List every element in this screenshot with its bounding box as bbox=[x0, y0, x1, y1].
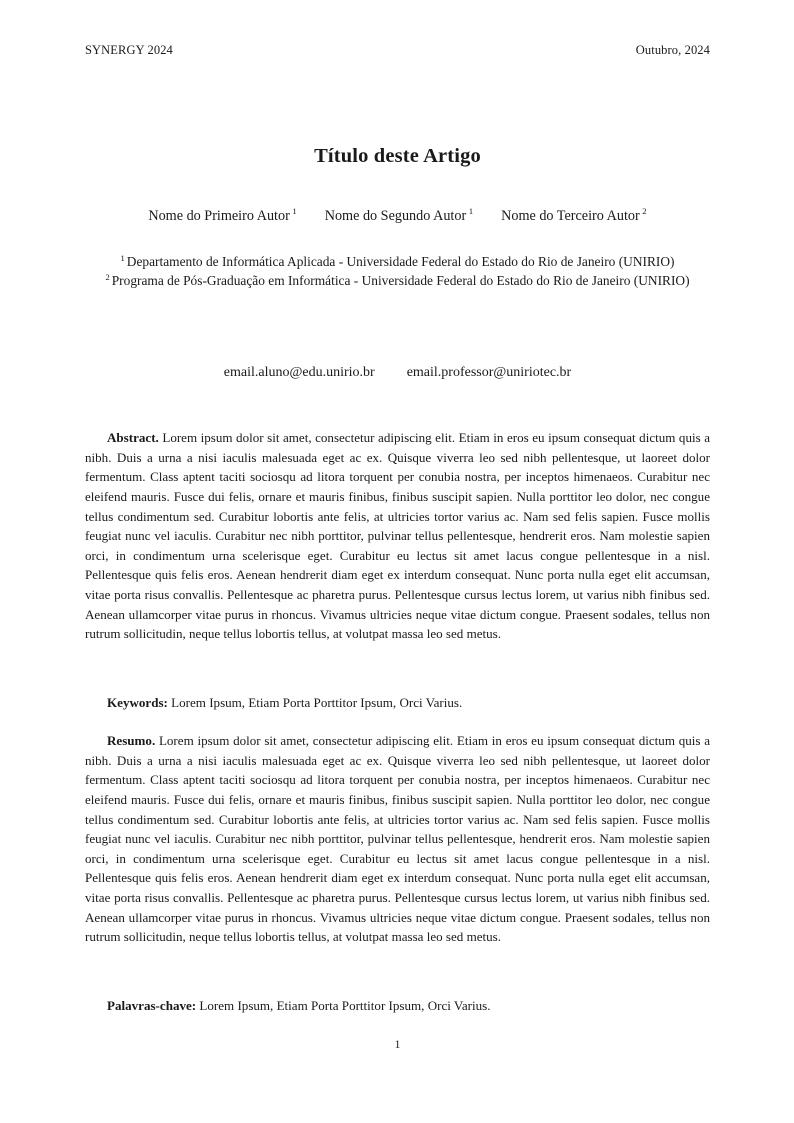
abstract-section bbox=[85, 428, 710, 644]
resumo-body: Lorem ipsum dolor sit amet, consectetur adipiscing elit. Etiam in eros eu ipsum consequat dictum quis a nibh. Duis a urna a nisi iaculis malesuada eget ac ex. Quisque viverra leo sed nibh pellentesque, ut laoreet dolor fermentum. Class aptent taciti sociosqu ad litora torquent per conubia nostra, per inceptos himenaeos. Curabitur nec eleifend mauris. Fusce dui felis, ornare et mauris finibus, finibus suscipit sapien. Nulla porttitor leo dolor, nec congue tellus condimentum sed. Curabitur lobortis ante felis, at ultricies tortor varius ac. Nam sed felis sapien. Fusce mollis feugiat nunc vel iaculis. Curabitur nec nibh porttitor, pulvinar tellus pellentesque, hendrerit eros. Nam molestie sapien orci, in condimentum urna scelerisque eget. Curabitur eu lectus sit amet lacus congue pellentesque in a nisl. Pellentesque quis felis eros. Aenean hendrerit diam eget ex interdum consequat. Nunc porta nulla eget elit accumsan, vitae porta risus convallis. Pellentesque ac pharetra purus. Pellentesque cursus lectus lorem, ut varius nibh finibus sed. Aenean ullamcorper vitae purus in rhoncus. Vivamus ultricies neque vitae dictum congue. Praesent sodales, tellus non rutrum sollicitudin, neque tellus lobortis tellus, at volutpat massa leo sed metus. bbox=[85, 733, 710, 945]
affiliation-text: Programa de Pós-Graduação em Informática - Universidade Federal do Estado do Rio de Janeiro (UNIRIO) bbox=[111, 273, 690, 289]
author-name: Nome do Segundo Autor bbox=[324, 208, 467, 224]
author-affiliation-marker: 2 bbox=[642, 206, 647, 217]
affiliation-marker: 2 bbox=[105, 271, 110, 282]
affiliation-list bbox=[85, 252, 710, 290]
resumo-section bbox=[85, 731, 710, 947]
abstract-paragraph bbox=[85, 428, 710, 644]
affiliation-marker: 1 bbox=[120, 252, 125, 263]
abstract-label: Abstract. bbox=[107, 430, 159, 445]
affiliation-entry bbox=[85, 271, 710, 290]
page-number: 1 bbox=[394, 1039, 401, 1051]
running-header bbox=[85, 43, 710, 58]
email-address: email.professor@uniriotec.br bbox=[406, 365, 572, 380]
affiliation-entry bbox=[85, 252, 710, 271]
author-affiliation-marker: 1 bbox=[292, 206, 297, 217]
author-entry bbox=[311, 208, 487, 225]
email-address: email.aluno@edu.unirio.br bbox=[223, 365, 375, 380]
resumo-label: Resumo. bbox=[107, 733, 156, 748]
author-entry bbox=[134, 208, 310, 225]
email-list bbox=[85, 365, 710, 381]
affiliation-text: Departamento de Informática Aplicada - Universidade Federal do Estado do Rio de Janeiro (UNIRIO) bbox=[126, 254, 675, 269]
page-title: Título deste Artigo bbox=[314, 145, 481, 167]
palavras-chave-line bbox=[85, 996, 710, 1016]
author-name: Nome do Terceiro Autor bbox=[501, 208, 640, 224]
header-venue: SYNERGY 2024 bbox=[85, 43, 173, 57]
header-date: Outubro, 2024 bbox=[635, 43, 710, 57]
keywords-label: Keywords: bbox=[107, 695, 168, 710]
resumo-paragraph bbox=[85, 731, 710, 947]
author-list bbox=[85, 208, 710, 225]
palavras-chave-label: Palavras-chave: bbox=[107, 998, 197, 1013]
abstract-body: Lorem ipsum dolor sit amet, consectetur adipiscing elit. Etiam in eros eu ipsum consequat dictum quis a nibh. Duis a urna a nisi iaculis malesuada eget ac ex. Quisque viverra leo sed nibh pellentesque, ut laoreet dolor fermentum. Class aptent taciti sociosqu ad litora torquent per conubia nostra, per inceptos himenaeos. Curabitur nec eleifend mauris. Fusce dui felis, ornare et mauris finibus, finibus suscipit sapien. Nulla porttitor leo dolor, nec congue tellus condimentum sed. Curabitur lobortis ante felis, at ultricies tortor varius ac. Nam sed felis sapien. Fusce mollis feugiat nunc vel iaculis. Curabitur nec nibh porttitor, pulvinar tellus pellentesque, hendrerit eros. Nam molestie sapien orci, in condimentum urna scelerisque eget. Curabitur eu lectus sit amet lacus congue pellentesque in a nisl. Pellentesque quis felis eros. Aenean hendrerit diam eget ex interdum consequat. Nunc porta nulla eget elit accumsan, vitae porta risus convallis. Pellentesque ac pharetra purus. Pellentesque cursus lectus lorem, ut varius nibh finibus sed. Aenean ullamcorper vitae purus in rhoncus. Vivamus ultricies neque vitae dictum congue. Praesent sodales, tellus non rutrum sollicitudin, neque tellus lobortis tellus, at volutpat massa leo sed metus. bbox=[85, 430, 710, 642]
author-name: Nome do Primeiro Autor bbox=[148, 208, 290, 224]
keywords-body: Lorem Ipsum, Etiam Porta Porttitor Ipsum, Orci Varius. bbox=[171, 695, 463, 710]
author-entry bbox=[487, 208, 661, 225]
palavras-chave-body: Lorem Ipsum, Etiam Porta Porttitor Ipsum, Orci Varius. bbox=[199, 998, 491, 1013]
keywords-line bbox=[85, 693, 710, 713]
author-affiliation-marker: 1 bbox=[468, 206, 474, 217]
